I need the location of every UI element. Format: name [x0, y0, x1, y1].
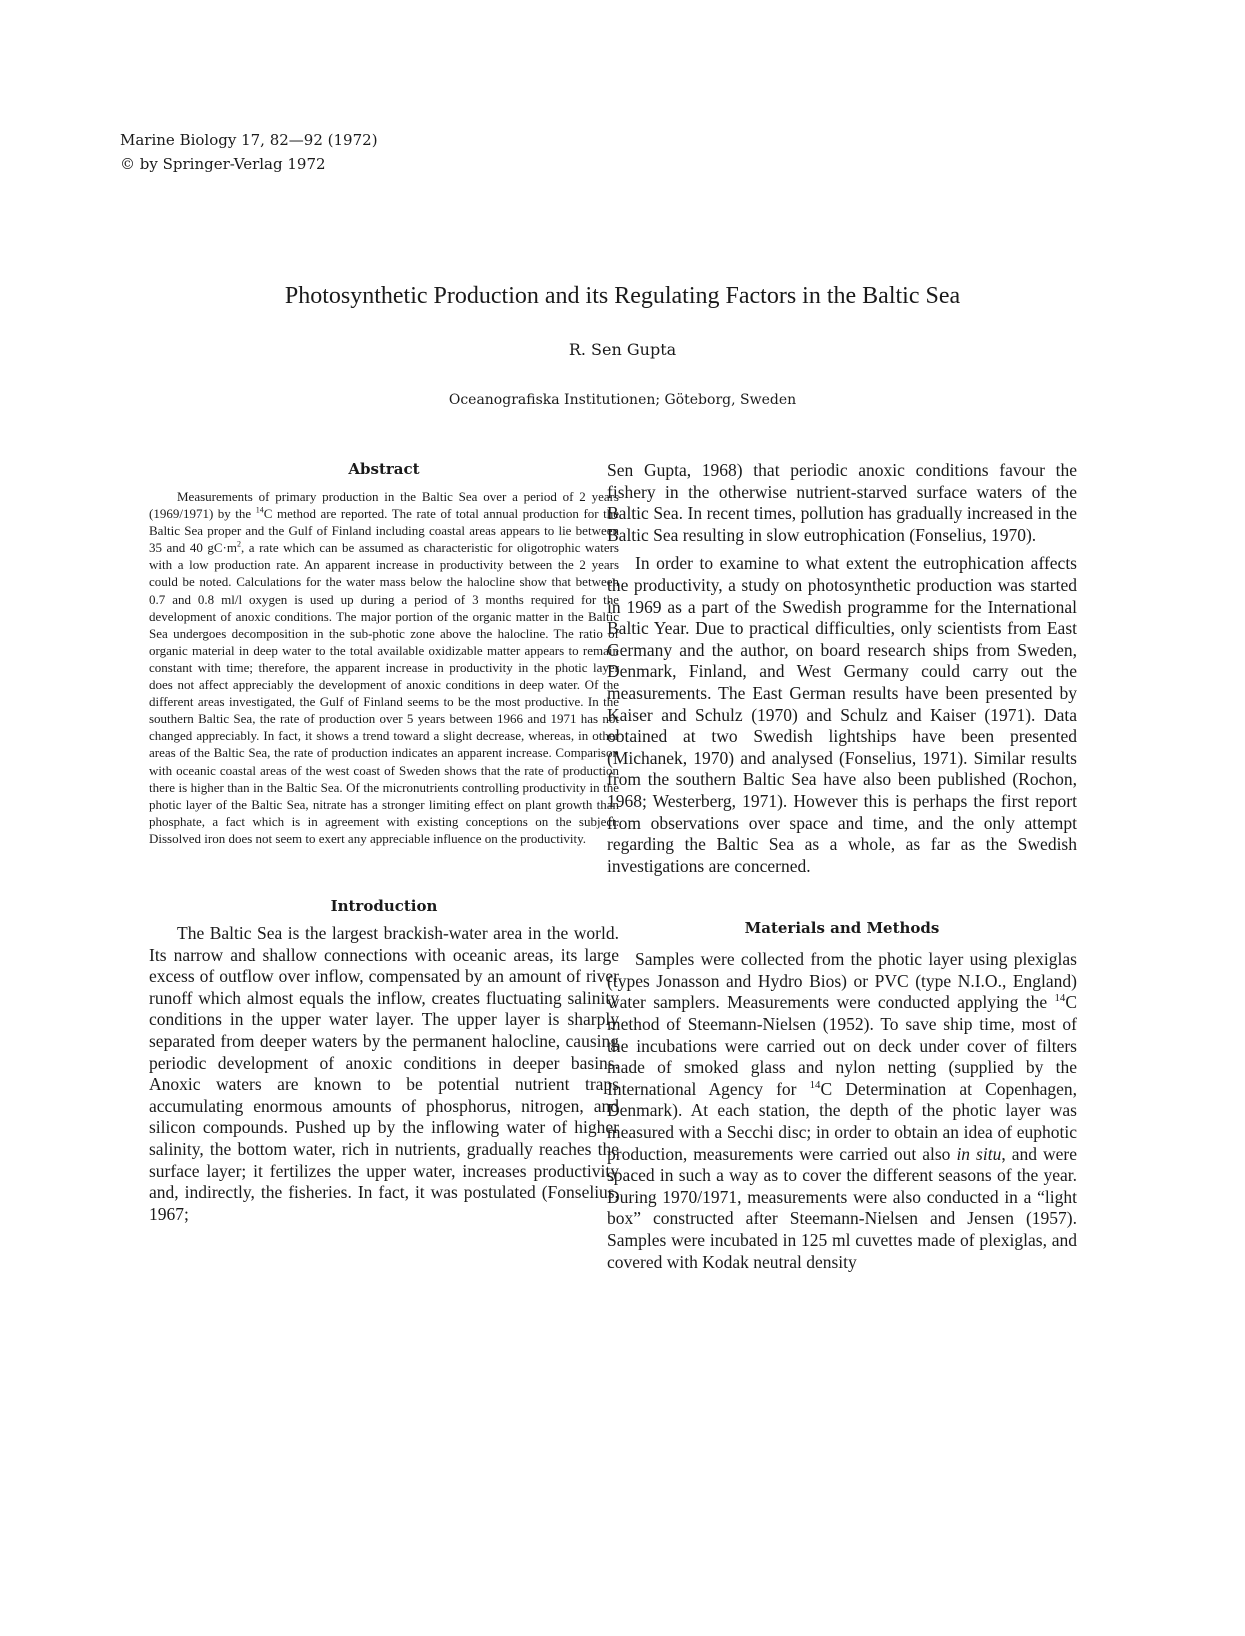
- introduction-paragraph-2: In order to examine to what extent the eutrophication affects the productivity, a study on photosynthetic production was started in 1969 as a part of the Swedish programme for the International Baltic Year. Due to practical difficulties, only scientists from East Germany and the author, on board research ships from Sweden, Denmark, Finland, and West Germany could carry out the measurements. The East German results have been presented by Kaiser and Schulz (1970) and Schulz and Kaiser (1971). Data obtained at two Swedish lightships have been presented (Michanek, 1970) and analysed (Fonselius, 1971). Similar results from the southern Baltic Sea have also been published (Rochon, 1968; Westerberg, 1971). However this is perhaps the first report from observations over space and time, and the only attempt regarding the Baltic Sea as a whole, as far as the Swedish investigations are concerned.: [607, 553, 1077, 876]
- journal-copyright: © by Springer-Verlag 1972: [120, 155, 326, 173]
- introduction-paragraph-1: The Baltic Sea is the largest brackish-water area in the world. Its narrow and shallow connections with oceanic areas, its large excess of outflow over inflow, compensated by an amount of river runoff which almost equals the inflow, creates fluctuating salinity conditions in the upper water layer. The upper layer is sharply separated from deeper waters by the permanent halocline, causing periodic development of anoxic conditions in deeper basins. Anoxic waters are known to be potential nutrient traps accumulating enormous amounts of phosphorus, nitrogen, and silicon compounds. Pushed up by the inflowing water of higher salinity, the bottom water, rich in nutrients, gradually reaches the surface layer; it fertilizes the upper water, increases productivity and, indirectly, the fisheries. In fact, it was postulated (Fonselius, 1967;: [149, 922, 619, 1224]
- journal-info: [120, 128, 378, 176]
- right-column: [607, 460, 1077, 1273]
- journal-citation: Marine Biology 17, 82—92 (1972): [120, 131, 378, 149]
- introduction-heading: Introduction: [330, 896, 438, 915]
- introduction-paragraph-1-continued: Sen Gupta, 1968) that periodic anoxic conditions favour the fishery in the otherwise nutrient-starved surface waters of the Baltic Sea. In recent times, pollution has gradually increased in the Baltic Sea resulting in slow eutrophication (Fonselius, 1970).: [607, 460, 1077, 545]
- paper-author: R. Sen Gupta: [568, 340, 677, 359]
- paper-title: Photosynthetic Production and its Regulating Factors in the Baltic Sea: [284, 283, 961, 309]
- abstract-text: Measurements of primary production in the Baltic Sea over a period of 2 years (1969/1971) by the $^{14}$C method are reported. The rate of total annual production for the Baltic Sea proper and the Gulf of Finland including coastal areas appears to lie between 35 and 40 $gC\cdot m^2$, a rate which can be assumed as characteristic for oligotrophic waters with a low production rate. An apparent increase in productivity between the 2 years could be noted. Calculations for the water mass below the halocline show that between 0.7 and 0.8 ml/l oxygen is used up during a period of 3 months required for the development of anoxic conditions. The major portion of the organic matter in the Baltic Sea undergoes decomposition in the sub-photic zone above the halocline. The ratio of organic material in deep water to the total available oxidizable matter appears to remain constant with time; therefore, the apparent increase in productivity in the photic layer does not affect appreciably the development of anoxic conditions in deep water. Of the different areas investigated, the Gulf of Finland seems to be the most productive. In the southern Baltic Sea, the rate of production over 5 years between 1966 and 1971 has not changed appreciably. In fact, it shows a trend toward a slight decrease, whereas, in other areas of the Baltic Sea, the rate of production indicates an apparent increase. Comparison with oceanic coastal areas of the west coast of Sweden shows that the rate of production there is higher than in the Baltic Sea. Of the micronutrients controlling productivity in the photic layer of the Baltic Sea, nitrate has a stronger limiting effect on plant growth than phosphate, a fact which is in agreement with existing conceptions on the subject. Dissolved iron does not seem to exert any appreciable influence on the productivity.: [149, 489, 619, 846]
- methods-paragraph-1: Samples were collected from the photic layer using plexiglas (types Jonasson and Hydro Bios) or PVC (type N.I.O., England) water samplers. Measurements were conducted applying the $^{14}$C method of Steemann-Nielsen (1952). To save ship time, most of the incubations were carried out on deck under cover of filters made of smoked glass and nylon netting (supplied by the International Agency for $^{14}$C Determination at Copenhagen, Denmark). At each station, the depth of the photic layer was measured with a Secchi disc; in order to obtain an idea of euphotic production, measurements were carried out also in situ, and were spaced in such a way as to cover the different seasons of the year. During 1970/1971, measurements were also conducted in a “light box” constructed after Steemann-Nielsen and Jensen (1957). Samples were incubated in 125 ml cuvettes made of plexiglas, and covered with Kodak neutral density: [607, 949, 1077, 1272]
- left-column: [149, 460, 619, 1225]
- author-affiliation: Oceanografiska Institutionen; Göteborg, Sweden: [448, 392, 797, 408]
- methods-heading: Materials and Methods: [744, 919, 940, 938]
- abstract-heading: Abstract: [348, 460, 420, 478]
